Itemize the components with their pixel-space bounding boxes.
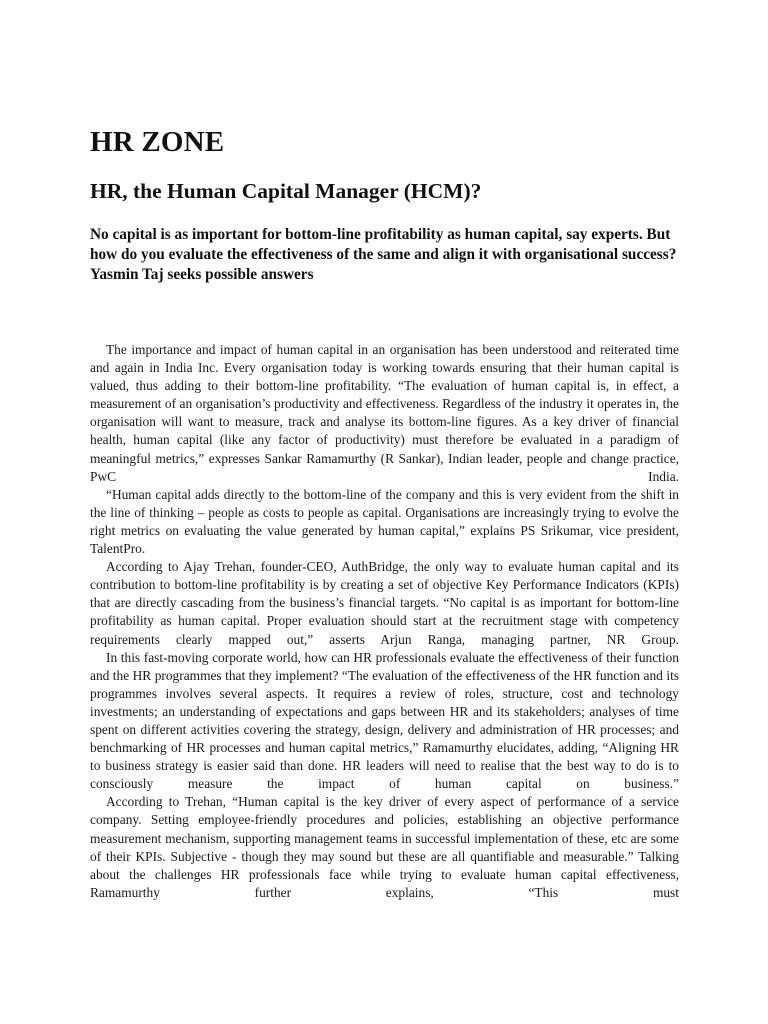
article-body <box>90 341 679 902</box>
section-title: HR ZONE <box>90 126 225 158</box>
body-paragraph-2: “Human capital adds directly to the bottom-line of the company and this is very evident from the shift in the line of thinking – people as costs to people as capital. Organisations are increasingly trying to evolve the right metrics on evaluating the value generated by human capital,” explains PS Srikumar, vice president, TalentPro. <box>90 486 679 557</box>
body-paragraph-5: According to Trehan, “Human capital is the key driver of every aspect of performance of a service company. Setting employee-friendly procedures and policies, establishing an objective performance measurement mechanism, supporting management teams in successful implementation of these, etc are some of their KPIs. Subjective - though they may sound but these are all quantifiable and measurable.” Talking about the challenges HR professionals face while trying to evaluate human capital effectiveness, Ramamurthy further explains, “This must <box>90 794 679 900</box>
body-paragraph-1: The importance and impact of human capital in an organisation has been understood and reiterated time and again in India Inc. Every organisation today is working towards ensuring that their human capital is valued, thus adding to their bottom-line profitability. “The evaluation of human capital is, in effect, a measurement of an organisation’s productivity and effectiveness. Regardless of the industry it operates in, the organisation will want to measure, track and analyse its bottom-line figures. As a key driver of financial health, human capital (like any factor of productivity) must therefore be evaluated in a paradigm of meaningful metrics,” expresses Sankar Ramamurthy (R Sankar), Indian leader, people and change practice, PwC India. <box>90 342 679 484</box>
body-paragraph-3: According to Ajay Trehan, founder-CEO, AuthBridge, the only way to evaluate human capital and its contribution to bottom-line profitability is by creating a set of objective Key Performance Indicators (KPIs) that are directly cascading from the business’s financial targets. “No capital is as important for bottom-line profitability as human capital. Proper evaluation should start at the recruitment stage with competency requirements clearly mapped out,” asserts Arjun Ranga, managing partner, NR Group. <box>90 559 679 647</box>
article-deck: No capital is as important for bottom-line profitability as human capital, say experts. But how do you evaluate the effectiveness of the same and align it with organisational success? Yasmin Taj seeks possible answers <box>90 226 677 283</box>
article-headline: HR, the Human Capital Manager (HCM)? <box>90 179 482 203</box>
body-paragraph-4: In this fast-moving corporate world, how can HR professionals evaluate the effectiveness of their function and the HR programmes that they implement? “The evaluation of the effectiveness of the HR function and its programmes involves several aspects. It requires a review of roles, structure, cost and technology investments; an understanding of expectations and gaps between HR and its stakeholders; analyses of time spent on different activities covering the strategy, design, delivery and administration of HR processes; and benchmarking of HR processes and human capital metrics,” Ramamurthy elucidates, adding, “Aligning HR to business strategy is easier said than done. HR leaders will need to realise that the best way to do is to consciously measure the impact of human capital on business.” <box>90 649 679 792</box>
